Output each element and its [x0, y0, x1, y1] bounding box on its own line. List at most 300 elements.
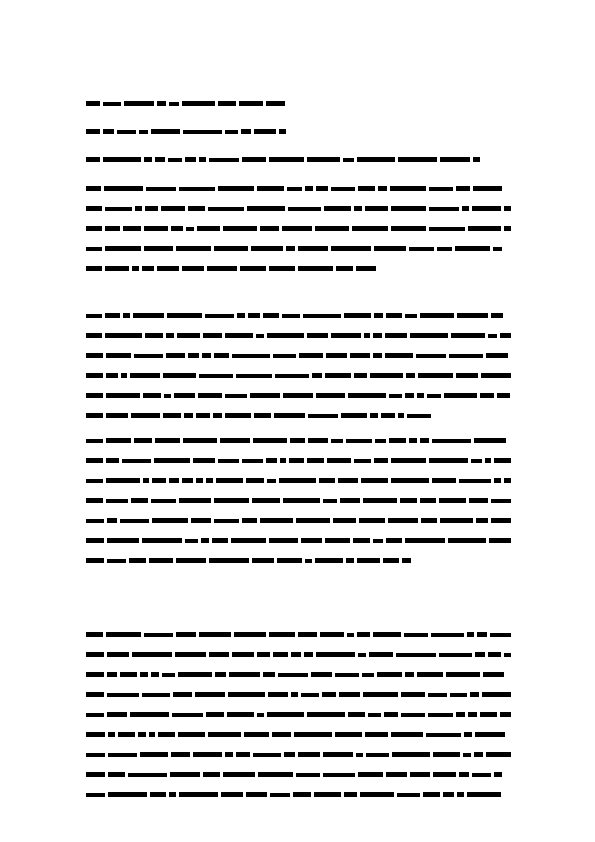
text-fragment	[214, 498, 249, 503]
text-fragment	[124, 101, 154, 106]
text-fragment	[428, 713, 453, 717]
text-fragment	[464, 732, 472, 737]
paragraph-line	[86, 752, 511, 757]
text-fragment	[169, 102, 179, 106]
text-fragment	[209, 652, 229, 657]
text-fragment	[462, 206, 469, 211]
text-fragment	[409, 438, 417, 443]
text-fragment	[284, 752, 295, 757]
text-fragment	[176, 632, 196, 637]
text-fragment	[428, 693, 447, 697]
text-fragment	[128, 773, 167, 777]
text-fragment	[143, 393, 161, 398]
paragraph-line	[86, 518, 511, 523]
text-fragment	[169, 478, 179, 483]
text-fragment	[448, 538, 486, 543]
text-fragment	[278, 673, 308, 677]
text-fragment	[369, 652, 393, 657]
text-fragment	[103, 102, 121, 106]
text-fragment	[179, 498, 211, 503]
paragraph-line	[86, 732, 511, 737]
text-fragment	[274, 413, 305, 418]
text-fragment	[316, 186, 328, 191]
text-fragment	[410, 333, 448, 338]
text-fragment	[385, 333, 407, 338]
text-fragment	[481, 373, 511, 378]
text-fragment	[134, 438, 152, 443]
text-fragment	[196, 413, 210, 418]
text-fragment	[267, 712, 304, 717]
text-fragment	[178, 732, 205, 737]
text-fragment	[396, 653, 436, 657]
text-fragment	[476, 518, 488, 523]
text-fragment	[163, 413, 181, 418]
text-fragment	[485, 458, 491, 463]
text-fragment	[155, 438, 180, 443]
text-fragment	[122, 459, 151, 463]
text-fragment	[144, 226, 168, 231]
text-fragment	[491, 313, 503, 318]
text-fragment	[433, 752, 460, 757]
text-fragment	[486, 752, 511, 757]
text-fragment	[289, 458, 304, 463]
text-fragment	[129, 558, 146, 563]
text-fragment	[86, 266, 102, 271]
text-fragment	[433, 772, 456, 777]
text-fragment	[402, 558, 411, 563]
text-fragment	[241, 129, 251, 134]
text-fragment	[307, 458, 324, 463]
paragraph-line	[86, 353, 511, 358]
text-fragment	[258, 772, 293, 777]
text-fragment	[130, 373, 160, 378]
text-fragment	[86, 538, 104, 543]
text-fragment	[118, 732, 135, 737]
text-fragment	[279, 478, 316, 483]
text-fragment	[209, 158, 239, 162]
text-fragment	[182, 478, 193, 483]
text-fragment	[175, 652, 206, 657]
text-fragment	[103, 157, 141, 162]
text-fragment	[463, 753, 471, 757]
text-fragment	[86, 393, 103, 398]
text-fragment	[294, 732, 332, 737]
text-fragment	[504, 478, 511, 483]
text-fragment	[107, 518, 117, 523]
text-fragment	[179, 792, 218, 797]
text-fragment	[459, 772, 469, 777]
text-fragment	[104, 186, 143, 191]
text-fragment	[398, 413, 404, 418]
text-fragment	[188, 353, 199, 358]
text-fragment	[490, 633, 511, 637]
text-fragment	[135, 206, 142, 211]
text-fragment	[467, 632, 474, 637]
text-fragment	[236, 752, 250, 757]
heading-line	[86, 129, 286, 134]
text-fragment	[154, 458, 190, 463]
text-fragment	[162, 673, 175, 677]
text-fragment	[348, 393, 386, 398]
text-fragment	[86, 206, 102, 211]
text-fragment	[293, 792, 311, 797]
text-fragment	[432, 478, 456, 483]
text-fragment	[142, 693, 170, 697]
text-fragment	[354, 206, 362, 211]
text-fragment	[331, 333, 361, 338]
text-fragment	[171, 226, 183, 231]
text-fragment	[456, 186, 470, 191]
text-fragment	[475, 652, 485, 657]
text-fragment	[86, 314, 102, 318]
text-fragment	[138, 732, 146, 737]
text-fragment	[420, 438, 429, 443]
text-fragment	[256, 334, 264, 338]
text-fragment	[315, 558, 343, 563]
paragraph-line	[86, 652, 511, 657]
text-fragment	[202, 353, 211, 358]
text-fragment	[86, 186, 101, 191]
text-fragment	[363, 498, 397, 503]
text-fragment	[166, 353, 185, 358]
paragraph-line	[86, 206, 511, 211]
text-fragment	[389, 438, 406, 443]
text-fragment	[254, 413, 271, 418]
text-fragment	[298, 246, 328, 251]
text-fragment	[157, 101, 166, 106]
text-fragment	[107, 652, 129, 657]
text-fragment	[473, 157, 480, 162]
text-fragment	[267, 479, 276, 483]
text-fragment	[106, 373, 118, 378]
text-fragment	[166, 333, 174, 338]
text-fragment	[315, 226, 349, 231]
text-fragment	[391, 226, 426, 231]
text-fragment	[209, 558, 249, 563]
text-fragment	[149, 558, 173, 563]
text-fragment	[199, 157, 206, 162]
text-fragment	[223, 772, 255, 777]
text-fragment	[486, 353, 508, 358]
text-fragment	[325, 538, 350, 543]
text-fragment	[120, 672, 137, 677]
text-fragment	[427, 394, 441, 398]
text-fragment	[250, 393, 280, 398]
text-fragment	[358, 653, 366, 657]
text-fragment	[373, 632, 401, 637]
text-fragment	[105, 333, 142, 338]
text-fragment	[178, 672, 212, 677]
text-fragment	[475, 732, 505, 737]
text-fragment	[164, 394, 171, 398]
text-fragment	[480, 393, 494, 398]
text-fragment	[179, 187, 215, 191]
text-fragment	[470, 692, 479, 697]
text-fragment	[185, 157, 196, 162]
text-fragment	[214, 519, 239, 523]
text-fragment	[341, 413, 367, 418]
paragraph-line	[86, 712, 511, 717]
paragraph-line	[86, 478, 511, 483]
text-fragment	[134, 354, 163, 358]
text-fragment	[335, 673, 359, 677]
text-fragment	[468, 712, 477, 717]
text-fragment	[177, 333, 200, 338]
text-fragment	[357, 157, 395, 162]
text-fragment	[344, 313, 371, 318]
text-fragment	[298, 752, 320, 757]
text-fragment	[199, 374, 233, 378]
text-fragment	[480, 712, 497, 717]
text-fragment	[86, 519, 104, 523]
text-fragment	[269, 538, 298, 543]
text-fragment	[356, 753, 363, 757]
text-fragment	[400, 498, 417, 503]
text-fragment	[105, 246, 141, 251]
text-fragment	[440, 518, 473, 523]
text-fragment	[232, 652, 254, 657]
text-fragment	[307, 157, 340, 162]
text-fragment	[168, 158, 182, 162]
text-fragment	[151, 129, 180, 134]
text-fragment	[86, 247, 102, 251]
text-fragment	[416, 354, 446, 358]
text-fragment	[86, 772, 105, 777]
paragraph-line	[86, 438, 511, 443]
text-fragment	[477, 632, 487, 637]
text-fragment	[299, 353, 323, 358]
text-fragment	[282, 314, 300, 318]
text-fragment	[142, 266, 154, 271]
text-fragment	[257, 713, 264, 717]
text-fragment	[169, 792, 176, 797]
text-fragment	[331, 439, 343, 443]
text-fragment	[199, 632, 231, 637]
text-fragment	[420, 498, 436, 503]
paragraph-line	[86, 266, 376, 271]
text-fragment	[246, 792, 267, 797]
text-fragment	[174, 393, 195, 398]
text-fragment	[269, 632, 295, 637]
text-fragment	[227, 712, 254, 717]
text-fragment	[296, 518, 330, 523]
text-fragment	[268, 692, 288, 697]
text-fragment	[145, 206, 158, 211]
text-fragment	[106, 393, 140, 398]
text-fragment	[229, 672, 260, 677]
text-fragment	[429, 227, 465, 231]
text-fragment	[488, 652, 501, 657]
text-fragment	[157, 266, 179, 271]
text-fragment	[283, 498, 320, 503]
text-fragment	[401, 713, 425, 717]
text-fragment	[193, 458, 215, 463]
text-fragment	[282, 226, 312, 231]
paragraph-line	[86, 246, 511, 251]
text-fragment	[246, 478, 264, 483]
text-fragment	[248, 313, 260, 318]
text-fragment	[360, 792, 394, 797]
text-fragment	[378, 186, 387, 191]
text-fragment	[439, 498, 466, 503]
text-fragment	[105, 313, 120, 318]
text-fragment	[327, 458, 351, 463]
text-fragment	[353, 538, 370, 543]
text-fragment	[323, 499, 337, 503]
text-fragment	[86, 333, 102, 338]
text-fragment	[151, 672, 159, 677]
text-fragment	[167, 313, 202, 318]
text-fragment	[140, 752, 168, 757]
text-fragment	[242, 157, 266, 162]
text-fragment	[365, 206, 388, 211]
text-fragment	[386, 772, 407, 777]
text-fragment	[196, 478, 203, 483]
text-fragment	[188, 206, 205, 211]
text-fragment	[283, 393, 313, 398]
text-fragment	[121, 373, 127, 378]
text-fragment	[308, 414, 338, 418]
text-fragment	[208, 207, 244, 211]
text-fragment	[483, 672, 504, 677]
text-fragment	[193, 752, 222, 757]
text-fragment	[291, 692, 298, 697]
text-fragment	[303, 314, 341, 318]
text-fragment	[140, 672, 148, 677]
text-fragment	[183, 130, 222, 134]
text-fragment	[405, 538, 445, 543]
text-fragment	[273, 354, 296, 358]
text-fragment	[494, 772, 502, 777]
text-fragment	[279, 129, 286, 134]
text-fragment	[307, 712, 345, 717]
text-fragment	[280, 458, 286, 463]
text-fragment	[304, 652, 313, 657]
text-fragment	[331, 187, 355, 191]
text-fragment	[374, 313, 383, 318]
text-fragment	[418, 373, 453, 378]
text-fragment	[489, 538, 511, 543]
text-fragment	[130, 712, 169, 717]
text-fragment	[316, 652, 355, 657]
paragraph-line	[86, 772, 511, 777]
text-fragment	[201, 538, 209, 543]
text-fragment	[108, 753, 137, 757]
text-fragment	[320, 632, 344, 637]
text-fragment	[131, 413, 160, 418]
text-fragment	[431, 633, 464, 637]
text-fragment	[312, 373, 322, 378]
text-fragment	[339, 692, 360, 697]
text-fragment	[401, 692, 425, 697]
text-fragment	[377, 672, 402, 677]
text-fragment	[392, 752, 430, 757]
text-fragment	[218, 101, 236, 106]
paragraph-line	[86, 373, 511, 378]
text-fragment	[182, 101, 215, 106]
text-fragment	[269, 266, 295, 271]
text-fragment	[298, 632, 317, 637]
text-fragment	[123, 226, 141, 231]
text-fragment	[420, 313, 454, 318]
text-fragment	[107, 693, 139, 697]
text-fragment	[359, 518, 385, 523]
text-fragment	[206, 712, 224, 717]
text-fragment	[405, 672, 414, 677]
text-fragment	[429, 187, 453, 191]
text-fragment	[103, 129, 114, 134]
text-fragment	[290, 438, 305, 443]
text-fragment	[260, 226, 279, 231]
text-fragment	[440, 157, 470, 162]
text-fragment	[86, 672, 104, 677]
text-fragment	[362, 673, 374, 677]
text-fragment	[220, 438, 250, 443]
text-fragment	[373, 353, 382, 358]
text-fragment	[386, 538, 402, 543]
paragraph-line	[86, 186, 511, 191]
text-fragment	[86, 558, 104, 563]
text-fragment	[163, 373, 196, 378]
paragraph-line	[86, 538, 511, 543]
text-fragment	[105, 226, 120, 231]
heading-line	[86, 101, 286, 106]
text-fragment	[343, 158, 354, 162]
text-fragment	[423, 792, 440, 797]
text-fragment	[298, 266, 333, 271]
text-fragment	[426, 733, 461, 737]
text-fragment	[212, 538, 228, 543]
text-fragment	[86, 732, 105, 737]
text-fragment	[263, 313, 279, 318]
text-fragment	[86, 157, 100, 162]
text-fragment	[225, 130, 238, 134]
text-fragment	[266, 101, 285, 106]
text-fragment	[208, 732, 241, 737]
paragraph-line	[86, 333, 511, 338]
text-fragment	[356, 266, 376, 271]
text-fragment	[446, 672, 480, 677]
text-fragment	[409, 247, 434, 251]
text-fragment	[493, 247, 502, 251]
text-fragment	[108, 792, 147, 797]
text-fragment	[301, 693, 319, 697]
text-fragment	[214, 353, 229, 358]
text-fragment	[221, 792, 243, 797]
text-fragment	[86, 632, 103, 637]
text-fragment	[139, 130, 148, 134]
text-fragment	[207, 266, 237, 271]
text-fragment	[471, 459, 482, 463]
text-fragment	[473, 186, 502, 191]
text-fragment	[323, 773, 355, 777]
text-fragment	[117, 130, 136, 134]
text-fragment	[277, 558, 302, 563]
text-fragment	[214, 246, 248, 251]
text-fragment	[108, 732, 115, 737]
text-fragment	[267, 333, 304, 338]
text-fragment	[305, 559, 312, 563]
text-fragment	[391, 478, 429, 483]
paragraph-line	[86, 458, 511, 463]
text-fragment	[257, 186, 284, 191]
text-fragment	[405, 314, 417, 318]
text-fragment	[391, 732, 423, 737]
text-fragment	[324, 206, 351, 211]
text-fragment	[391, 206, 426, 211]
text-fragment	[494, 458, 511, 463]
text-fragment	[388, 518, 418, 523]
